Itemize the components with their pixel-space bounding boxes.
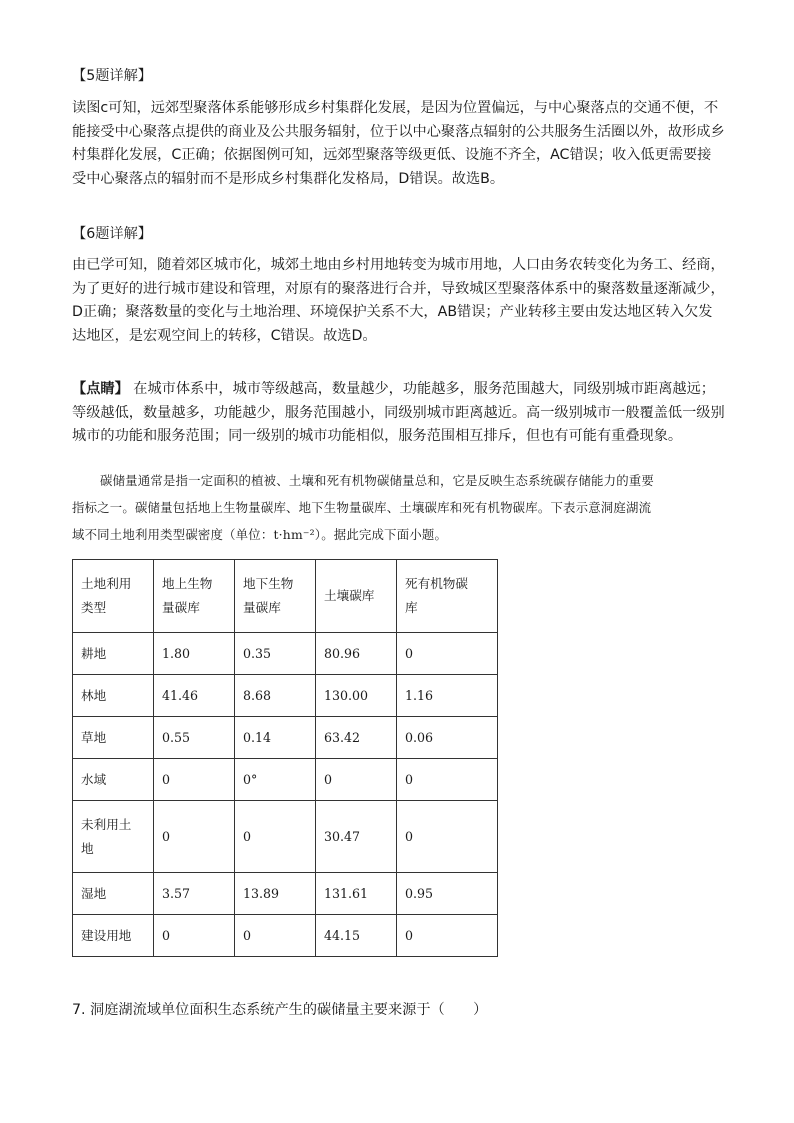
tip-label: 【点睛】 [72,381,129,397]
cell-value: 1.80 [154,633,235,675]
column-header: 土壤碳库 [316,560,397,633]
table-row [73,717,498,759]
text-line: 城市的功能和服务范围；同一级别的城市功能相似，服务范围相互排斥，但也有可能有重叠现象。 [72,428,683,445]
table-row [73,915,498,957]
cell-value: 0 [154,759,235,801]
cell-value: 0 [235,801,316,873]
table-row [73,633,498,675]
text-line: 在城市体系中，城市等级越高，数量越少，功能越多，服务范围越大，同级别城市距离越远； [133,381,715,397]
cell-value: 0 [397,759,498,801]
text-line: 等级越低，数量越多，功能越少，服务范围越小，同级别城市距离越近。高一级别城市一般覆盖低一级别 [72,404,725,421]
cell-value: 0 [154,915,235,957]
table-header-row [73,560,498,633]
cell-land-type: 湿地 [73,873,154,915]
cell-value: 0 [316,759,397,801]
text-line: 达地区，是宏观空间上的转移，C错误。故选D。 [72,327,377,344]
tip-section [72,378,726,449]
table-row [73,759,498,801]
text-line: 域不同土地利用类型碳密度（单位：t·hm⁻²）。据此完成下面小题。 [72,527,448,542]
cell-value: 80.96 [316,633,397,675]
table-row [73,675,498,717]
cell-value: 63.42 [316,717,397,759]
carbon-density-table [72,559,498,957]
question-7: 7. 洞庭湖流域单位面积生态系统产生的碳储量主要来源于（ ） [72,1002,488,1018]
text-line: 读图c可知，远郊型聚落体系能够形成乡村集群化发展，是因为位置偏远，与中心聚落点的交通不便，不 [72,100,719,116]
cell-land-type: 未利用土 地 [73,801,154,873]
column-header: 地下生物 量碳库 [235,560,316,633]
text-line: 碳储量通常是指一定面积的植被、土壤和死有机物碳储量总和，它是反映生态系统碳存储能力的重要 [100,473,654,488]
section-6-body [72,254,726,348]
cell-value: 0.55 [154,717,235,759]
section-6-header: 【6题详解】 [72,226,152,242]
cell-land-type: 耕地 [73,633,154,675]
text-line: 指标之一。碳储量包括地上生物量碳库、地下生物量碳库、土壤碳库和死有机物碳库。下表示意洞庭湖流 [72,500,652,515]
text-line: 为了更好的进行城市建设和管理，对原有的聚落进行合并，导致城区型聚落体系中的聚落数量逐渐减少， [72,280,725,297]
text-line: 受中心聚落点的辐射而不是形成乡村集群化发格局，D错误。故选B。 [72,170,505,187]
cell-land-type: 建设用地 [73,915,154,957]
cell-value: 0 [397,915,498,957]
text-line: 由已学可知，随着郊区城市化，城郊土地由乡村用地转变为城市用地，人口由务农转变化为务工、经商， [72,257,725,273]
cell-value: 0.14 [235,717,316,759]
cell-value: 41.46 [154,675,235,717]
cell-value: 131.61 [316,873,397,915]
table-row [73,873,498,915]
cell-land-type: 草地 [73,717,154,759]
cell-value: 0.95 [397,873,498,915]
column-header: 地上生物 量碳库 [154,560,235,633]
cell-value: 0 [397,633,498,675]
cell-value: 0.35 [235,633,316,675]
cell-value: 130.00 [316,675,397,717]
cell-value: 3.57 [154,873,235,915]
cell-land-type: 水域 [73,759,154,801]
cell-value: 8.68 [235,675,316,717]
cell-value: 13.89 [235,873,316,915]
cell-value: 44.15 [316,915,397,957]
section-5-header: 【5题详解】 [72,68,152,84]
cell-value: 0 [235,915,316,957]
text-line: D正确；聚落数量的变化与土地治理、环境保护关系不大，AB错误；产业转移主要由发达地区转入欠发 [72,304,713,321]
text-line: 能接受中心聚落点提供的商业及公共服务辐射，位于以中心聚落点辐射的公共服务生活圈以外，故形成乡 [72,123,725,140]
cell-land-type: 林地 [73,675,154,717]
material-intro [72,467,726,548]
cell-value: 1.16 [397,675,498,717]
table-row [73,801,498,873]
text-line: 村集群化发展，C正确；依据图例可知，远郊型聚落等级更低、设施不齐全，AC错误；收入低更需要接 [72,147,712,164]
cell-value: 0° [235,759,316,801]
section-5-body [72,97,726,191]
cell-value: 0 [154,801,235,873]
cell-value: 0 [397,801,498,873]
cell-value: 0.06 [397,717,498,759]
column-header: 死有机物碳 库 [397,560,498,633]
cell-value: 30.47 [316,801,397,873]
column-header: 土地利用 类型 [73,560,154,633]
